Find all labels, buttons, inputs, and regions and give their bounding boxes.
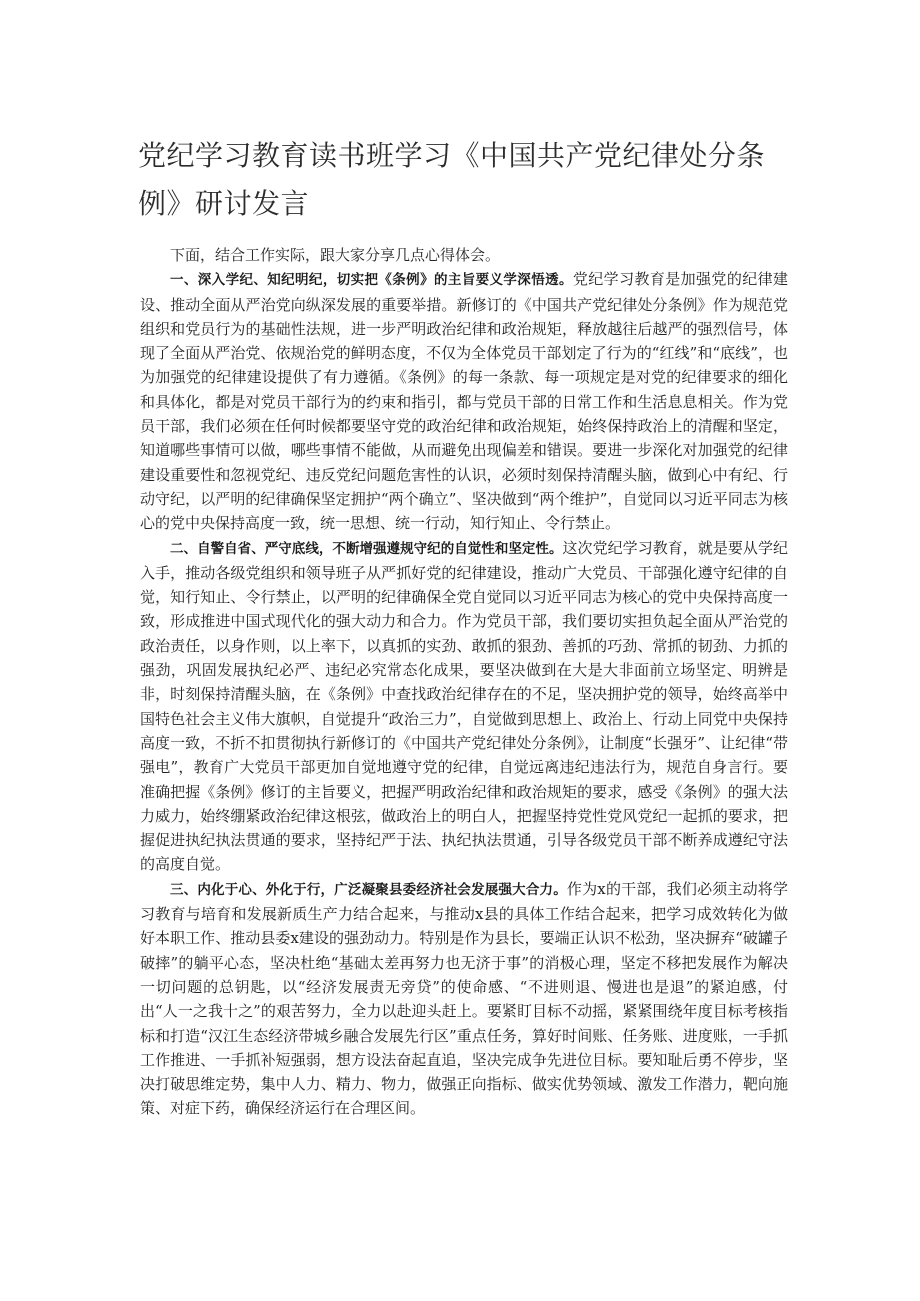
- section-text-1: 党纪学习教育是加强党的纪律建设、推动全面从严治党向纵深发展的重要举措。新修订的《中国共产党纪律处分条例》作为规范党组织和党员行为的基础性法规，进一步严明政治纪律和政治规矩，释放越往后越严的强烈信号，体现了全面从严治党、依规治党的鲜明态度，不仅为全体党员干部划定了行为的“红线”和“底线”，也为加强党的纪律建设提供了有力遵循。《条例》的每一条款、每一项规定是对党的纪律要求的细化和具体化，都是对党员干部行为的约束和指引，都与党员干部的日常工作和生活息息相关。作为党员干部，我们必须在任何时候都要坚守党的政治纪律和政治规矩，始终保持政治上的清醒和坚定，知道哪些事情可以做，哪些事情不能做，从而避免出现偏差和错误。要进一步深化对加强党的纪律建设重要性和忽视党纪、违反党纪问题危害性的认识，必须时刻保持清醒头脑，做到心中有纪、行动守纪，以严明的纪律确保坚定拥护“两个确立”、坚决做到“两个维护”，自觉同以习近平同志为核心的党中央保持高度一致，统一思想、统一行动，知行知止、令行禁止。: [140, 270, 788, 533]
- section-heading-3: 三、内化于心、外化于行，广泛凝聚县委经济社会发展强大合力。: [170, 881, 567, 898]
- section-paragraph-3: [140, 877, 788, 1121]
- section-text-3: 作为x的干部，我们必须主动将学习教育与培育和发展新质生产力结合起来，与推动x县的具体工作结合起来，把学习成效转化为做好本职工作、推动县委x建设的强劲动力。特别是作为县长，要端正认识不松劲，坚决摒弃“破罐子破摔”的躺平心态，坚决杜绝“基础太差再努力也无济于事”的消极心理，坚定不移把发展作为解决一切问题的总钥匙，以“经济发展责无旁贷”的使命感、“不进则退、慢进也是退”的紧迫感，付出“人一之我十之”的艰苦努力，全力以赴迎头赶上。要紧盯目标不动摇，紧紧围绕年度目标考核指标和打造“汉江生态经济带城乡融合发展先行区”重点任务，算好时间账、任务账、进度账，一手抓工作推进、一手抓补短强弱，想方设法奋起直追，坚决完成争先进位目标。要知耻后勇不停步，坚决打破思维定势，集中人力、精力、物力，做强正向指标、做实优势领域、激发工作潜力，靶向施策、对症下药，确保经济运行在合理区间。: [140, 879, 788, 1118]
- section-paragraph-2: [140, 536, 788, 877]
- document-title: 党纪学习教育读书班学习《中国共产党纪律处分条例》研讨发言: [138, 139, 766, 220]
- section-text-2: 这次党纪学习教育，就是要从学纪入手，推动各级党组织和领导班子从严抓好党的纪律建设，推动广大党员、干部强化遵守纪律的自觉，知行知止、令行禁止，以严明的纪律确保全党自觉同以习近平同志为核心的党中央保持高度一致，形成推进中国式现代化的强大动力和合力。作为党员干部，我们要切实担负起全面从严治党的政治责任，以身作则，以上率下，以真抓的实劲、敢抓的狠劲、善抓的巧劲、常抓的韧劲、力抓的强劲，巩固发展执纪必严、违纪必究常态化成果，要坚决做到在大是大非面前立场坚定、明辨是非，时刻保持清醒头脑，在《条例》中查找政治纪律存在的不足，坚决拥护党的领导，始终高举中国特色社会主义伟大旗帜，自觉提升“政治三力”，自觉做到思想上、政治上、行动上同党中央保持高度一致，不折不扣贯彻执行新修订的《中国共产党纪律处分条例》，让制度“长强牙”、让纪律“带强电”，教育广大党员干部更加自觉地遵守党的纪律，自觉远离违纪违法行为，规范自身言行。要准确把握《条例》修订的主旨要义，把握严明政治纪律和政治规矩的要求，感受《条例》的强大法力威力，始终绷紧政治纪律这根弦，做政治上的明白人，把握坚持党性党风党纪一起抓的要求，把握促进执纪执法贯通的要求，坚持纪严于法、执纪执法贯通，引导各级党员干部不断养成遵纪守法的高度自觉。: [140, 538, 789, 874]
- intro-paragraph: 下面，结合工作实际，跟大家分享几点心得体会。: [170, 246, 501, 264]
- section-heading-1: 一、深入学纪、知纪明纪，切实把《条例》的主旨要义学深悟透。: [170, 272, 573, 289]
- document-body: [140, 243, 788, 1121]
- section-paragraph-1: [140, 267, 788, 535]
- section-heading-2: 二、自警自省、严守底线，不断增强遵规守纪的自觉性和坚定性。: [170, 540, 563, 557]
